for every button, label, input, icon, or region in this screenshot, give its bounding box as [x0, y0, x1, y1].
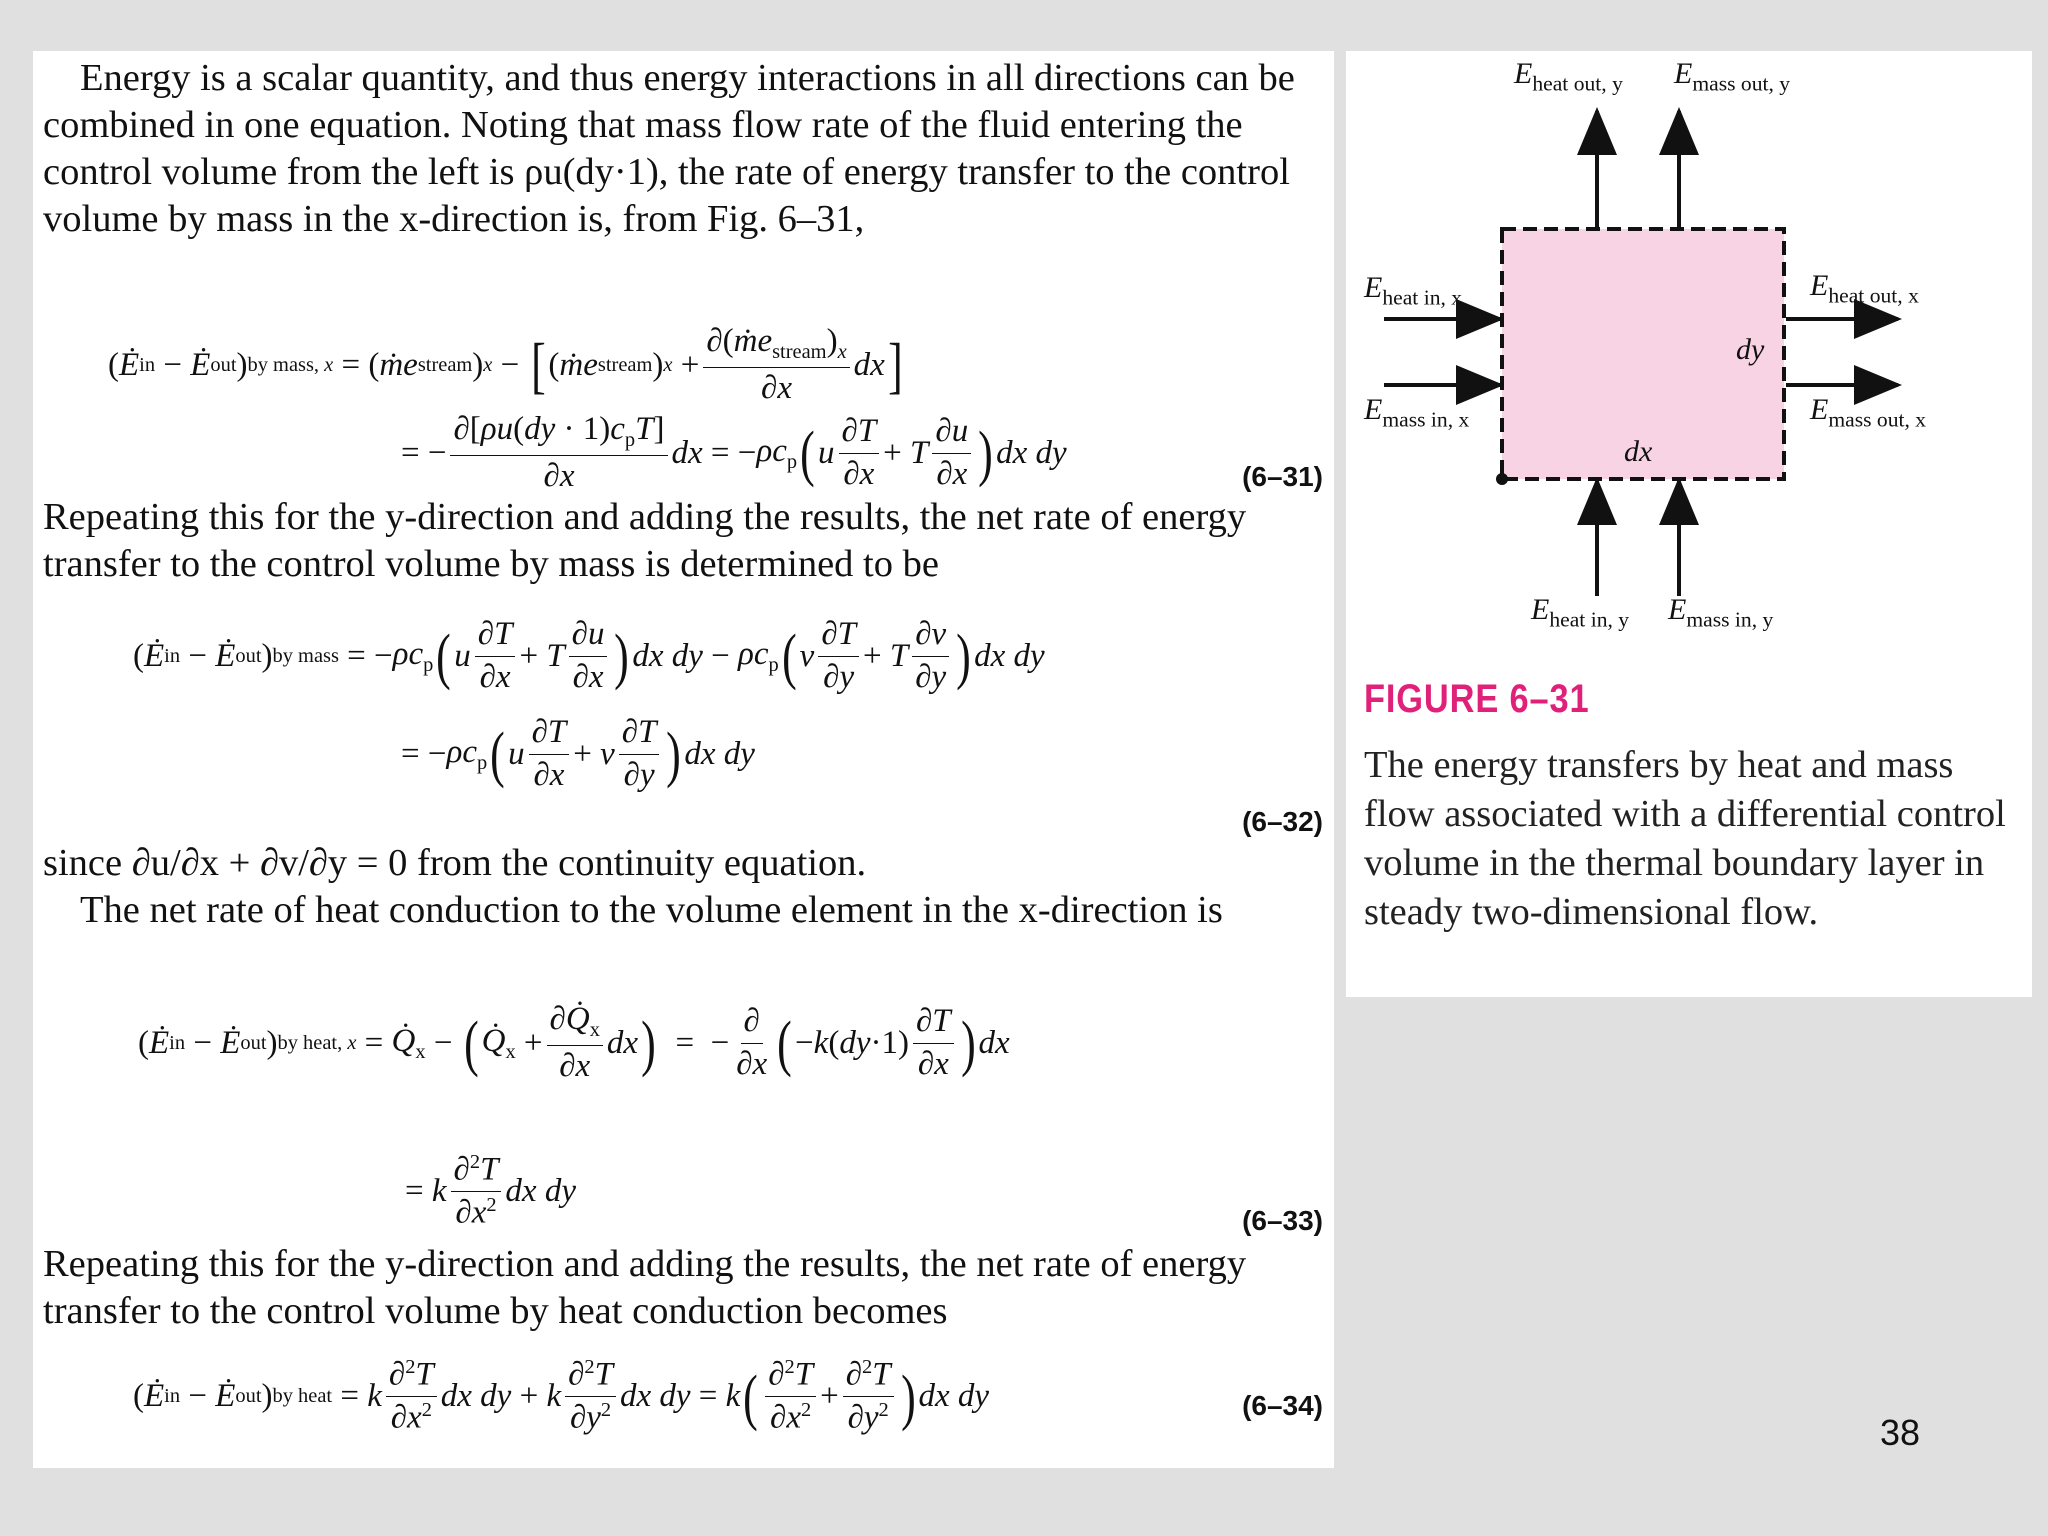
page-number: 38	[1880, 1412, 1921, 1453]
paragraph-energy-scalar: Energy is a scalar quantity, and thus energy interactions in all directions can be combined in one equation. Noting that mass flow rate of the fluid entering the control volume from the left is ρu(dy·1), the rate of energy transfer to the control volume by mass in the x-direction is, from Fig. 6–31,	[43, 57, 1295, 240]
corner-origin-point	[1496, 473, 1508, 485]
paragraph-y-direction-heat: Repeating this for the y-direction and adding the results, the net rate of energy transfer to the control volume by heat conduction becomes	[43, 1243, 1247, 1332]
label-heat-out-x: $E_{heat out, x}$	[1810, 269, 1919, 308]
figure-panel	[1346, 51, 2032, 997]
paragraph-heat-conduction-x: The net rate of heat conduction to the volume element in the x-direction is	[80, 889, 1223, 931]
label-dx: dx	[1624, 435, 1653, 468]
equation-number-6-34: (6–34)	[1242, 1390, 1323, 1421]
equation-number-6-33: (6–33)	[1242, 1205, 1323, 1236]
control-volume-diagram	[1346, 51, 2032, 671]
equation-number-6-32: (6–32)	[1242, 806, 1323, 837]
figure-title: FIGURE 6–31	[1364, 677, 1590, 721]
label-heat-in-y: $E_{heat in, y}$	[1531, 593, 1630, 632]
equation-6-33: ( Ė in − Ė out ) by heat, x = $Q̇_x$ − ( $Q̇_x$ + $\frac{\partial Q̇_x}{\partial x}$ dx ) = − $\frac{\partial}{\partial x}$ ( − k ( dy ·1) $\frac{\partial T}{\partial x}$ ) dx = k $\frac{\partial^2T}{\partial x^2}$ dx dy (6–33)	[138, 1001, 1323, 1236]
textbook-text-panel	[33, 51, 1334, 1468]
equation-6-32: ( Ė in − Ė out ) by mass = − $\rho c_p$ ( u $\frac{\partial T}{\partial x}$ + T $\frac{\partial u}{\partial x}$ ) dx dy − $\rho c_p$ ( v $\frac{\partial T}{\partial y}$ + T $\frac{\partial v}{\partial y}$ ) dx dy = − $\rho c_p$ ( u $\frac{\partial T}{\partial x}$ + v $\frac{\partial T}{\partial y}$ ) dx dy (6–32)	[133, 616, 1323, 837]
label-mass-out-x: $E_{mass out, x}$	[1810, 393, 1927, 432]
figure-caption: The energy transfers by heat and mass flow associated with a differential control volume in the thermal boundary layer in steady two-dimensional flow.	[1364, 744, 2006, 933]
label-heat-in-x: $E_{heat in, x}$	[1364, 271, 1463, 310]
label-mass-out-y: $E_{mass out, y}$	[1674, 57, 1791, 96]
label-heat-out-y: $E_{heat out, y}$	[1514, 57, 1623, 96]
paragraph-y-direction-mass: Repeating this for the y-direction and adding the results, the net rate of energy transfer to the control volume by mass is determined to be	[43, 496, 1247, 585]
label-mass-in-y: $E_{mass in, y}$	[1668, 593, 1774, 632]
paragraph-continuity: since ∂u/∂x + ∂v/∂y = 0 from the continuity equation.	[43, 842, 867, 884]
equation-6-34: ( Ė in − Ė out ) by heat = k $\frac{\partial^2T}{\partial x^2}$ dx dy + k $\frac{\partial^2T}{\partial y^2}$ dx dy = k ( $\frac{\partial^2T}{\partial x^2}$ + $\frac{\partial^2T}{\partial y^2}$ ) dx dy (6–34)	[133, 1356, 1323, 1436]
equation-6-31: ( Ė in − Ė out ) by mass, x = ( ṁe stream ) x − [ ( ṁe stream ) x + $\frac{\partial(ṁe_{stream})_x}{\partial x}$ dx ] = − $\frac{\partial[\rho u(dy \cdot 1)c_pT]}{\partial x}$ dx = − $\rho c_p$ ( u $\frac{\partial T}{\partial x}$ + T $\frac{\partial u}{\partial x}$ ) dx dy (6–31)	[108, 323, 1323, 494]
equation-number-6-31: (6–31)	[1242, 461, 1323, 492]
label-mass-in-x: $E_{mass in, x}$	[1364, 393, 1470, 432]
label-dy: dy	[1736, 333, 1765, 366]
